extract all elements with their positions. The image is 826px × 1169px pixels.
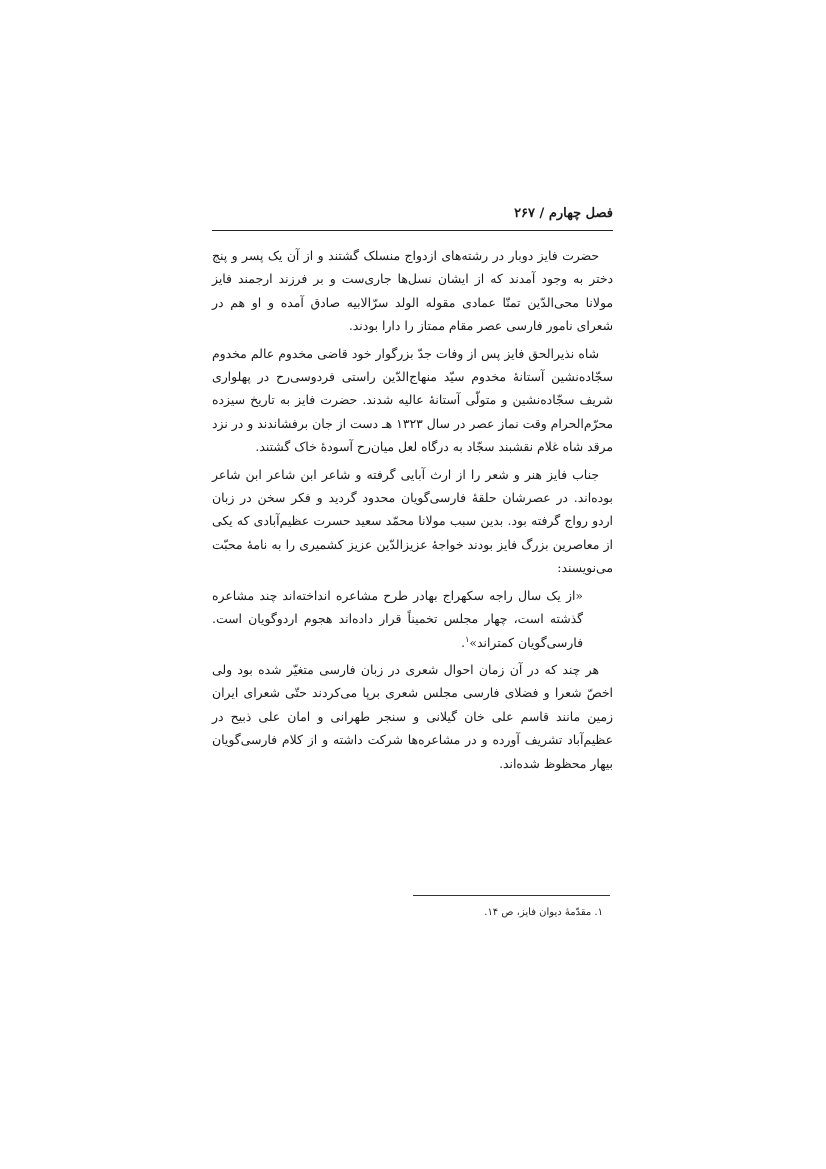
running-header-title: فصل چهارم / ۲۶۷ [514,206,613,221]
paragraph-1: حضرت فایز دوبار در رشته‌های ازدواج منسلک گشتند و از آن یک پسر و پنج دختر به وجود آمدند که از ایشان نسل‌ها جاری‌ست و بر فرزند ارجمند فایز مولانا محی‌الدّین تمنّا عمادی مقوله الولد سرّالابیه صادق آمده و او هم در شعرای نامور فارسی عصر مقام ممتاز را دارا بودند. [212,248,613,334]
paragraph-2: شاه نذیرالحق فایز پس از وفات جدّ بزرگوار خود قاضی مخدوم عالم مخدوم سجّاده‌نشین آستانهٔ مخدوم سیّد منهاج‌الدّین راستی فردوسی‌رح در پهلواری شریف سجّاده‌نشین و متولّی آستانهٔ عالیه شدند. حضرت فایز به تاریخ سیزده محرّم‌الحرام وقت نماز عصر در سال ۱۳۲۳ هـ دست از جان برفشاندند و در نزد مرقد شاه غلام نقشبند سجّاد به درگاه لعل میان‌رح آسودهٔ خاک گشتند. [212,345,613,455]
paragraph-3: جناب فایز هنر و شعر را از ارث آبایی گرفته و شاعر ابن شاعر ابن شاعر بوده‌اند. در عصرشان حلقهٔ فارسی‌گویان محدود گردید و فکر سخن در زبان اردو رواج گرفته بود. بدین سبب مولانا محمّد سعید حسرت عظیم‌آبادی که یکی از معاصرین بزرگ فایز بودند خواجهٔ عزیزالدّین عزیز کشمیری را به نامهٔ محبّت می‌نویسند: [212,466,613,576]
footnote-text: ۱. مقدّمهٔ دیوان فایز، ص ۱۴. [484,907,603,918]
main-text [212,244,613,779]
quote-text: «از یک سال راجه سکهراج بهادر طرح مشاعره انداخته‌اند چند مشاعره گذشته است، چهار مجلس تخمیناً قرار داده‌اند هجوم اردوگویان است. فارسی‌گویان کمتراند» [212,587,583,650]
footnote-reference: ۱ [465,634,470,644]
block-quote: «از یک سال راجه سکهراج بهادر طرح مشاعره انداخته‌اند چند مشاعره گذشته است، چهار مجلس تخمیناً قرار داده‌اند هجوم اردوگویان است. فارسی‌گویان کمتراند»$^۱$. [212,587,583,650]
footnote-divider [413,895,610,896]
footnote [212,905,613,921]
page-header [212,204,613,232]
header-divider [212,230,613,231]
paragraph-4: هر چند که در آن زمان احوال شعری در زبان فارسی متغیّر شده بود ولی اخصّ شعرا و فضلای فارسی مجلس شعری برپا می‌کردند حتّی شعرای ایران زمین مانند قاسم علی خان گیلانی و سنجر طهرانی و امان علی ذبیح در عظیم‌آباد تشریف آورده و در مشاعره‌ها شرکت داشته و از کلام فارسی‌گویان بیهار محظوظ شده‌اند. [212,661,613,771]
